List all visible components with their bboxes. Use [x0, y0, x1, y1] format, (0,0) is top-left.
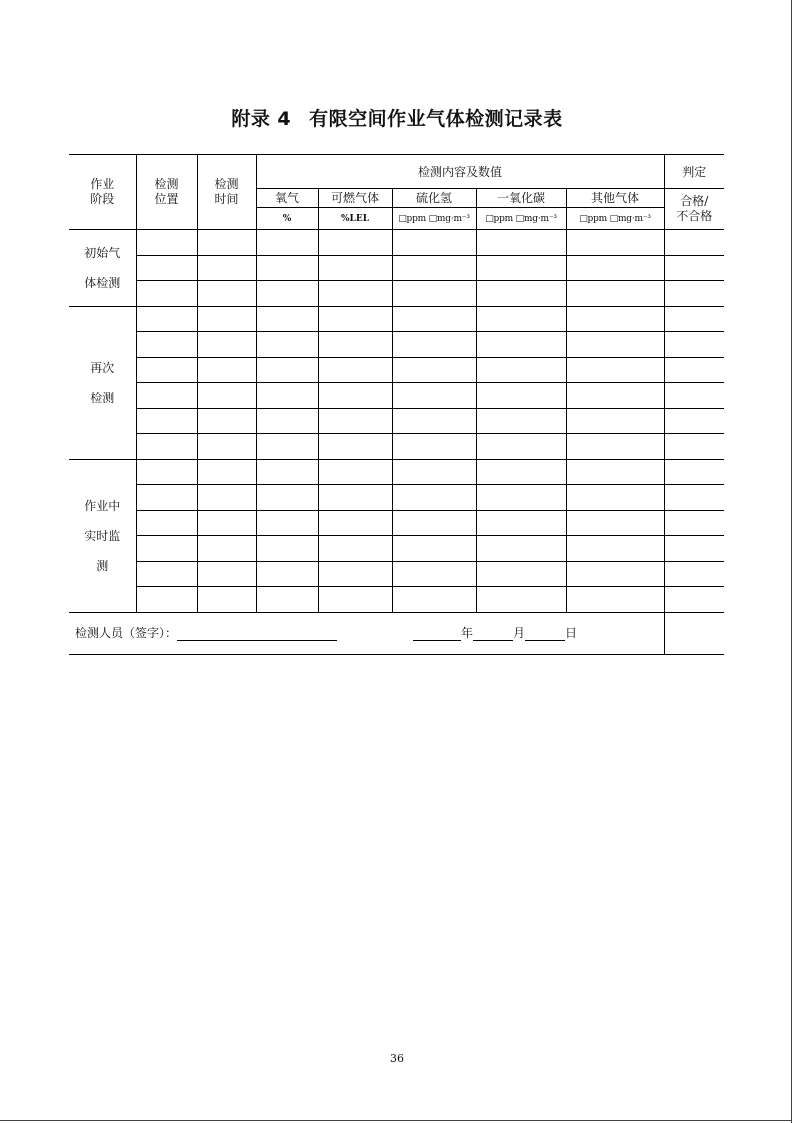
other-gas-cell[interactable]: [566, 281, 664, 307]
h2s-cell[interactable]: [392, 434, 476, 460]
other-gas-cell[interactable]: [566, 587, 664, 613]
h2s-cell[interactable]: [392, 485, 476, 511]
header-judgement-sub: [664, 189, 724, 230]
other-gas-cell[interactable]: [566, 332, 664, 358]
h2s-cell[interactable]: [392, 536, 476, 562]
footer-judgement-cell[interactable]: [664, 612, 724, 654]
time-cell[interactable]: [197, 383, 256, 409]
oxygen-cell[interactable]: [256, 357, 318, 383]
oxygen-cell[interactable]: [256, 332, 318, 358]
co-cell[interactable]: [476, 536, 566, 562]
header-gas-other: 其他气体: [566, 189, 664, 208]
day-blank[interactable]: [525, 626, 565, 641]
oxygen-cell[interactable]: [256, 281, 318, 307]
unit-h2s: □ppm □mg·m⁻³: [392, 208, 476, 230]
stage-label: [69, 306, 136, 459]
header-stage-line-2: 阶段: [90, 192, 115, 206]
combustible-cell[interactable]: [318, 357, 392, 383]
position-cell[interactable]: [136, 485, 197, 511]
time-cell[interactable]: [197, 281, 256, 307]
judgement-cell[interactable]: [664, 357, 724, 383]
oxygen-cell[interactable]: [256, 459, 318, 485]
unit-co: □ppm □mg·m⁻³: [476, 208, 566, 230]
co-cell[interactable]: [476, 485, 566, 511]
data-row: [69, 485, 724, 511]
combustible-cell[interactable]: [318, 281, 392, 307]
combustible-cell[interactable]: [318, 561, 392, 587]
data-row: [69, 434, 724, 460]
h2s-cell[interactable]: [392, 383, 476, 409]
h2s-cell[interactable]: [392, 561, 476, 587]
combustible-cell[interactable]: [318, 230, 392, 256]
co-cell[interactable]: [476, 281, 566, 307]
co-cell[interactable]: [476, 510, 566, 536]
oxygen-cell[interactable]: [256, 536, 318, 562]
signature-label: 检测人员（签字）：: [75, 626, 178, 640]
day-label: 日: [565, 626, 578, 640]
other-gas-cell[interactable]: [566, 383, 664, 409]
month-blank[interactable]: [473, 626, 513, 641]
month-label: 月: [513, 626, 526, 640]
oxygen-cell[interactable]: [256, 383, 318, 409]
judgement-cell[interactable]: [664, 332, 724, 358]
header-time: [197, 155, 256, 230]
judgement-cell[interactable]: [664, 383, 724, 409]
header-gas-h2s: 硫化氢: [392, 189, 476, 208]
page-border-bottom: [0, 1120, 792, 1121]
year-blank[interactable]: [413, 626, 461, 641]
time-cell[interactable]: [197, 485, 256, 511]
position-cell[interactable]: [136, 357, 197, 383]
footer-row: [69, 612, 724, 654]
position-cell[interactable]: [136, 408, 197, 434]
stage-label: [69, 230, 136, 307]
other-gas-cell[interactable]: [566, 408, 664, 434]
data-row: [69, 357, 724, 383]
signature-line[interactable]: [177, 626, 337, 641]
time-cell[interactable]: [197, 408, 256, 434]
stage-label-line: 体检测: [84, 275, 121, 290]
combustible-cell[interactable]: [318, 332, 392, 358]
stage-label-line: 测: [96, 558, 109, 573]
other-gas-cell[interactable]: [566, 536, 664, 562]
year-label: 年: [461, 626, 474, 640]
co-cell[interactable]: [476, 332, 566, 358]
judgement-cell[interactable]: [664, 306, 724, 332]
co-cell[interactable]: [476, 357, 566, 383]
page-border-right: [791, 0, 792, 1123]
time-cell[interactable]: [197, 434, 256, 460]
other-gas-cell[interactable]: [566, 510, 664, 536]
position-cell[interactable]: [136, 230, 197, 256]
other-gas-cell[interactable]: [566, 230, 664, 256]
time-cell[interactable]: [197, 510, 256, 536]
unit-combustible: %LEL: [318, 208, 392, 230]
judgement-cell[interactable]: [664, 587, 724, 613]
header-gas-co: 一氧化碳: [476, 189, 566, 208]
combustible-cell[interactable]: [318, 383, 392, 409]
unit-oxygen: %: [256, 208, 318, 230]
data-row: [69, 510, 724, 536]
combustible-cell[interactable]: [318, 536, 392, 562]
position-cell[interactable]: [136, 255, 197, 281]
co-cell[interactable]: [476, 383, 566, 409]
data-row: [69, 281, 724, 307]
gas-detection-record-table: [69, 154, 724, 655]
time-cell[interactable]: [197, 230, 256, 256]
data-row: [69, 255, 724, 281]
position-cell[interactable]: [136, 434, 197, 460]
title-prefix: 附录 4: [231, 108, 292, 130]
oxygen-cell[interactable]: [256, 434, 318, 460]
header-time-line-2: 时间: [214, 192, 239, 206]
judgement-pass: 合格/: [680, 194, 709, 208]
h2s-cell[interactable]: [392, 357, 476, 383]
h2s-cell[interactable]: [392, 306, 476, 332]
header-stage: [69, 155, 136, 230]
data-row: [69, 332, 724, 358]
position-cell[interactable]: [136, 383, 197, 409]
judgement-cell[interactable]: [664, 281, 724, 307]
header-gas-oxygen: 氧气: [256, 189, 318, 208]
stage-label-line: 实时监: [84, 528, 121, 543]
judgement-fail: 不合格: [676, 209, 713, 223]
stage-label-line: 初始气: [84, 245, 121, 260]
title-main: 有限空间作业气体检测记录表: [309, 108, 563, 130]
h2s-cell[interactable]: [392, 332, 476, 358]
unit-other: □ppm □mg·m⁻³: [566, 208, 664, 230]
position-cell[interactable]: [136, 332, 197, 358]
header-position: [136, 155, 197, 230]
stage-label-line: 再次: [90, 360, 115, 375]
data-row: [69, 536, 724, 562]
time-cell[interactable]: [197, 536, 256, 562]
other-gas-cell[interactable]: [566, 561, 664, 587]
position-cell[interactable]: [136, 306, 197, 332]
oxygen-cell[interactable]: [256, 230, 318, 256]
h2s-cell[interactable]: [392, 459, 476, 485]
signature-cell: [69, 612, 664, 654]
header-time-line-1: 检测: [214, 177, 239, 191]
position-cell[interactable]: [136, 536, 197, 562]
co-cell[interactable]: [476, 434, 566, 460]
data-row: [69, 459, 724, 485]
oxygen-cell[interactable]: [256, 587, 318, 613]
data-row: [69, 587, 724, 613]
co-cell[interactable]: [476, 459, 566, 485]
other-gas-cell[interactable]: [566, 306, 664, 332]
h2s-cell[interactable]: [392, 255, 476, 281]
header-position-line-2: 位置: [154, 192, 179, 206]
other-gas-cell[interactable]: [566, 255, 664, 281]
position-cell[interactable]: [136, 510, 197, 536]
oxygen-cell[interactable]: [256, 510, 318, 536]
oxygen-cell[interactable]: [256, 485, 318, 511]
judgement-cell[interactable]: [664, 510, 724, 536]
h2s-cell[interactable]: [392, 587, 476, 613]
time-cell[interactable]: [197, 255, 256, 281]
co-cell[interactable]: [476, 408, 566, 434]
page-title: [0, 104, 794, 131]
header-judgement: 判定: [664, 155, 724, 189]
judgement-cell[interactable]: [664, 536, 724, 562]
co-cell[interactable]: [476, 306, 566, 332]
data-row: [69, 383, 724, 409]
co-cell[interactable]: [476, 230, 566, 256]
judgement-cell[interactable]: [664, 459, 724, 485]
co-cell[interactable]: [476, 255, 566, 281]
combustible-cell[interactable]: [318, 459, 392, 485]
combustible-cell[interactable]: [318, 510, 392, 536]
data-row: [69, 561, 724, 587]
combustible-cell[interactable]: [318, 485, 392, 511]
other-gas-cell[interactable]: [566, 485, 664, 511]
combustible-cell[interactable]: [318, 306, 392, 332]
header-gas-combustible: 可燃气体: [318, 189, 392, 208]
other-gas-cell[interactable]: [566, 357, 664, 383]
page-number: 36: [390, 1052, 404, 1065]
oxygen-cell[interactable]: [256, 255, 318, 281]
judgement-cell[interactable]: [664, 255, 724, 281]
header-position-line-1: 检测: [154, 177, 179, 191]
judgement-cell[interactable]: [664, 561, 724, 587]
oxygen-cell[interactable]: [256, 561, 318, 587]
judgement-cell[interactable]: [664, 408, 724, 434]
co-cell[interactable]: [476, 561, 566, 587]
judgement-cell[interactable]: [664, 230, 724, 256]
time-cell[interactable]: [197, 459, 256, 485]
other-gas-cell[interactable]: [566, 459, 664, 485]
position-cell[interactable]: [136, 459, 197, 485]
other-gas-cell[interactable]: [566, 434, 664, 460]
oxygen-cell[interactable]: [256, 408, 318, 434]
combustible-cell[interactable]: [318, 587, 392, 613]
combustible-cell[interactable]: [318, 255, 392, 281]
header-content: 检测内容及数值: [256, 155, 664, 189]
time-cell[interactable]: [197, 587, 256, 613]
combustible-cell[interactable]: [318, 434, 392, 460]
data-row: [69, 230, 724, 256]
h2s-cell[interactable]: [392, 510, 476, 536]
time-cell[interactable]: [197, 561, 256, 587]
stage-label-line: 作业中: [84, 498, 121, 513]
header-stage-line-1: 作业: [90, 177, 115, 191]
oxygen-cell[interactable]: [256, 306, 318, 332]
h2s-cell[interactable]: [392, 281, 476, 307]
combustible-cell[interactable]: [318, 408, 392, 434]
time-cell[interactable]: [197, 306, 256, 332]
co-cell[interactable]: [476, 587, 566, 613]
position-cell[interactable]: [136, 587, 197, 613]
data-row: [69, 306, 724, 332]
position-cell[interactable]: [136, 561, 197, 587]
h2s-cell[interactable]: [392, 408, 476, 434]
h2s-cell[interactable]: [392, 230, 476, 256]
stage-label: [69, 459, 136, 612]
judgement-cell[interactable]: [664, 485, 724, 511]
data-row: [69, 408, 724, 434]
judgement-cell[interactable]: [664, 434, 724, 460]
position-cell[interactable]: [136, 281, 197, 307]
stage-label-line: 检测: [90, 390, 115, 405]
time-cell[interactable]: [197, 357, 256, 383]
time-cell[interactable]: [197, 332, 256, 358]
